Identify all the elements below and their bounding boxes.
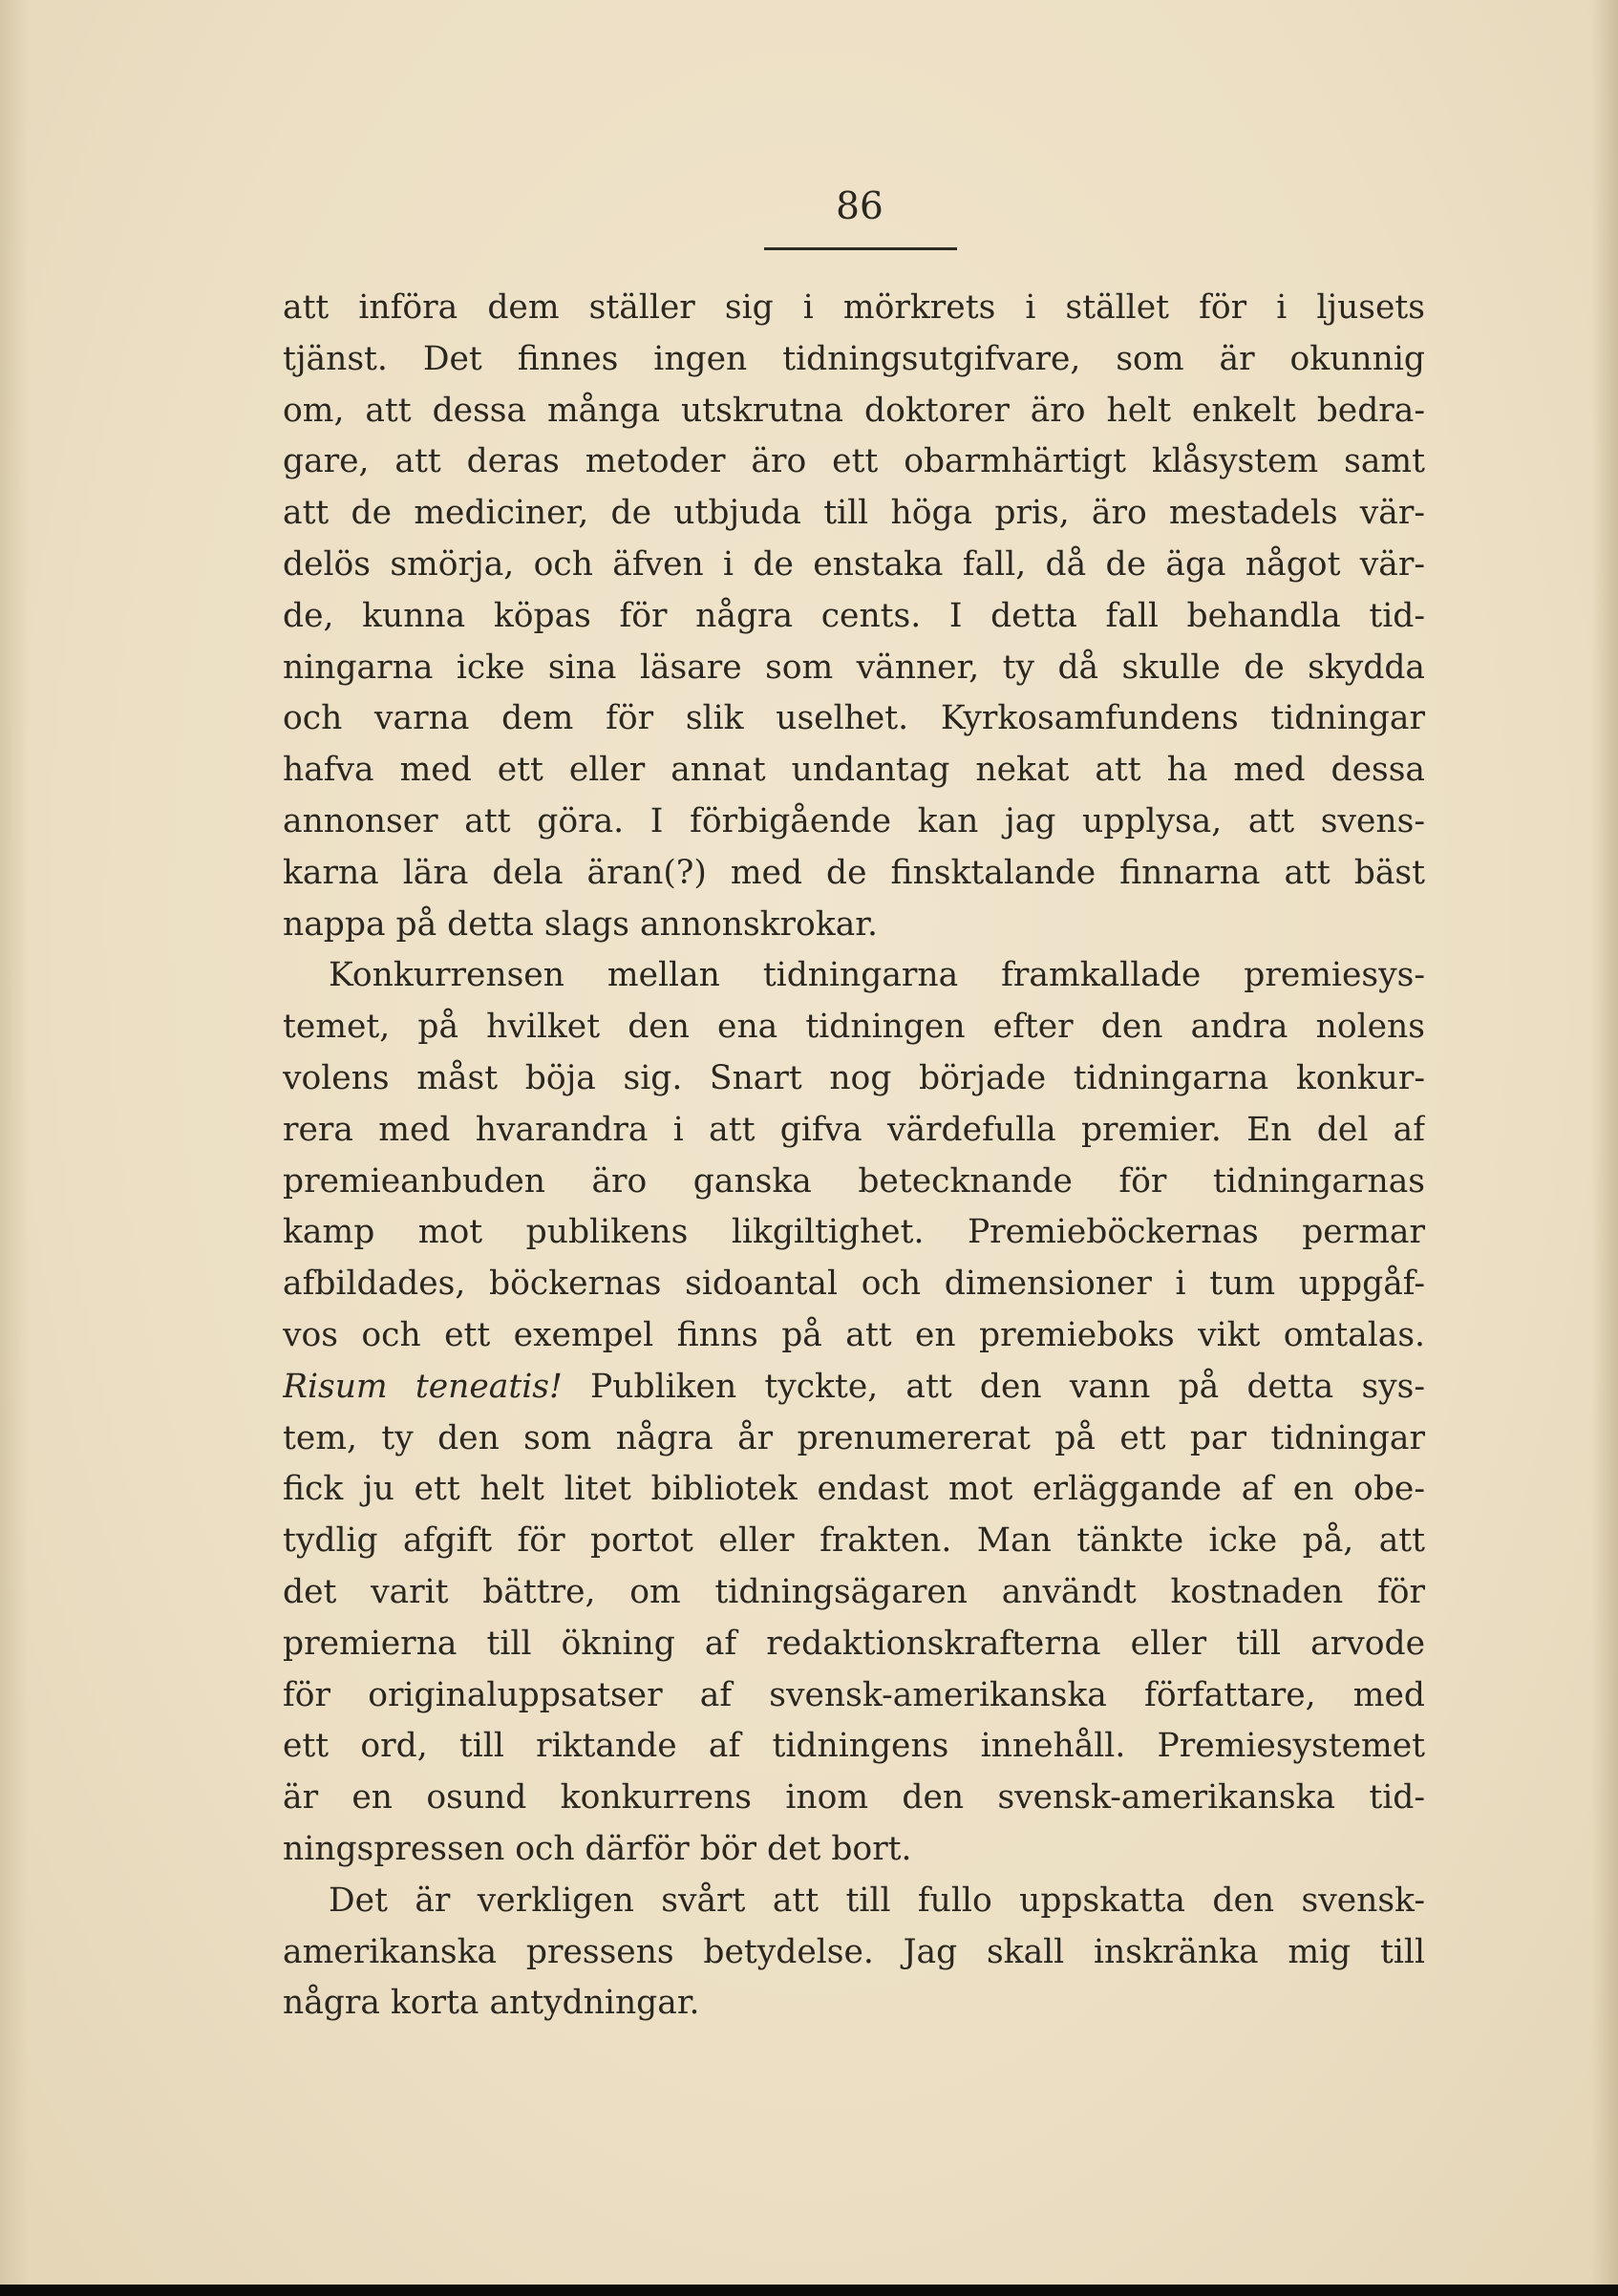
text-line: några korta antydningar. (283, 1984, 700, 2023)
text-line: fick ju ett helt litet bibliotek endast mot erläggande af en obe- (283, 1470, 1425, 1509)
text-line: karna lära dela äran(?) med de finsktalande finnarna att bäst (283, 853, 1425, 892)
text-line: annonser att göra. I förbigående kan jag upplysa, att svens- (283, 801, 1425, 840)
text-line: och varna dem för slik uselhet. Kyrkosamfundens tidningar (283, 699, 1425, 738)
text-line: det varit bättre, om tidningsägaren användt kostnaden för (283, 1572, 1425, 1611)
page-edge-shadow (1591, 0, 1618, 2285)
text-line: ningarna icke sina läsare som vänner, ty då skulle de skydda (283, 648, 1425, 687)
text-line: nappa på detta slags annonskrokar. (283, 904, 878, 944)
page-number: 86 (836, 185, 884, 228)
text-line: delös smörja, och äfven i de enstaka fall, då de äga något vär- (283, 544, 1425, 584)
text-line: för originaluppsatser af svensk-amerikanska författare, med (283, 1675, 1425, 1714)
text-line: att de mediciner, de utbjuda till höga pris, äro mestadels vär- (283, 494, 1425, 533)
text-line: att införa dem ställer sig i mörkrets i stället för i ljusets (283, 288, 1425, 327)
text-line (283, 1362, 1425, 1414)
header-rule (764, 247, 957, 250)
text-line-rest: Publiken tyckte, att den vann på detta sys- (590, 1367, 1425, 1406)
page-text (283, 283, 1425, 2030)
text-line: temet, på hvilket den ena tidningen efter den andra nolens (283, 1008, 1425, 1047)
text-line: om, att dessa många utskrutna doktorer äro helt enkelt bedra- (283, 391, 1425, 430)
text-line: tjänst. Det finnes ingen tidningsutgifvare, som är okunnig (283, 339, 1425, 378)
text-line: tem, ty den som några år prenumererat på ett par tidningar (283, 1418, 1425, 1457)
text-line: tydlig afgift för portot eller frakten. Man tänkte icke på, att (283, 1521, 1425, 1561)
text-line: ningspressen och därför bör det bort. (283, 1829, 912, 1868)
text-line: ett ord, till riktande af tidningens innehåll. Premiesystemet (283, 1727, 1425, 1766)
text-line: vos och ett exempel finns på att en premieboks vikt omtalas. (283, 1315, 1425, 1354)
text-line: hafva med ett eller annat undantag nekat att ha med dessa (283, 751, 1425, 790)
text-line: rera med hvarandra i att gifva värdefulla premier. En del af (283, 1110, 1425, 1149)
text-line: Det är verkligen svårt att till fullo uppskatta den svensk- (329, 1881, 1425, 1920)
text-line: de, kunna köpas för några cents. I detta fall behandla tid- (283, 596, 1425, 635)
text-line: volens måst böja sig. Snart nog började tidningarna konkur- (283, 1058, 1425, 1097)
text-line: premieanbuden äro ganska betecknande för tidningarnas (283, 1161, 1425, 1201)
text-line: är en osund konkurrens inom den svensk-amerikanska tid- (283, 1778, 1425, 1818)
text-line: gare, att deras metoder äro ett obarmhärtigt klåsystem samt (283, 442, 1425, 481)
text-line: amerikanska pressens betydelse. Jag skall inskränka mig till (283, 1932, 1425, 1971)
scan-bottom-border (0, 2285, 1618, 2296)
text-line: afbildades, böckernas sidoantal och dimensioner i tum uppgåf- (283, 1265, 1425, 1304)
text-line: kamp mot publikens likgiltighet. Premieböckernas permar (283, 1213, 1425, 1252)
italic-phrase: Risum teneatis! (283, 1367, 563, 1406)
page-gutter-shadow (0, 0, 29, 2285)
text-line: premierna till ökning af redaktionskrafterna eller till arvode (283, 1624, 1425, 1663)
text-line: Konkurrensen mellan tidningarna framkallade premiesys- (329, 956, 1425, 995)
